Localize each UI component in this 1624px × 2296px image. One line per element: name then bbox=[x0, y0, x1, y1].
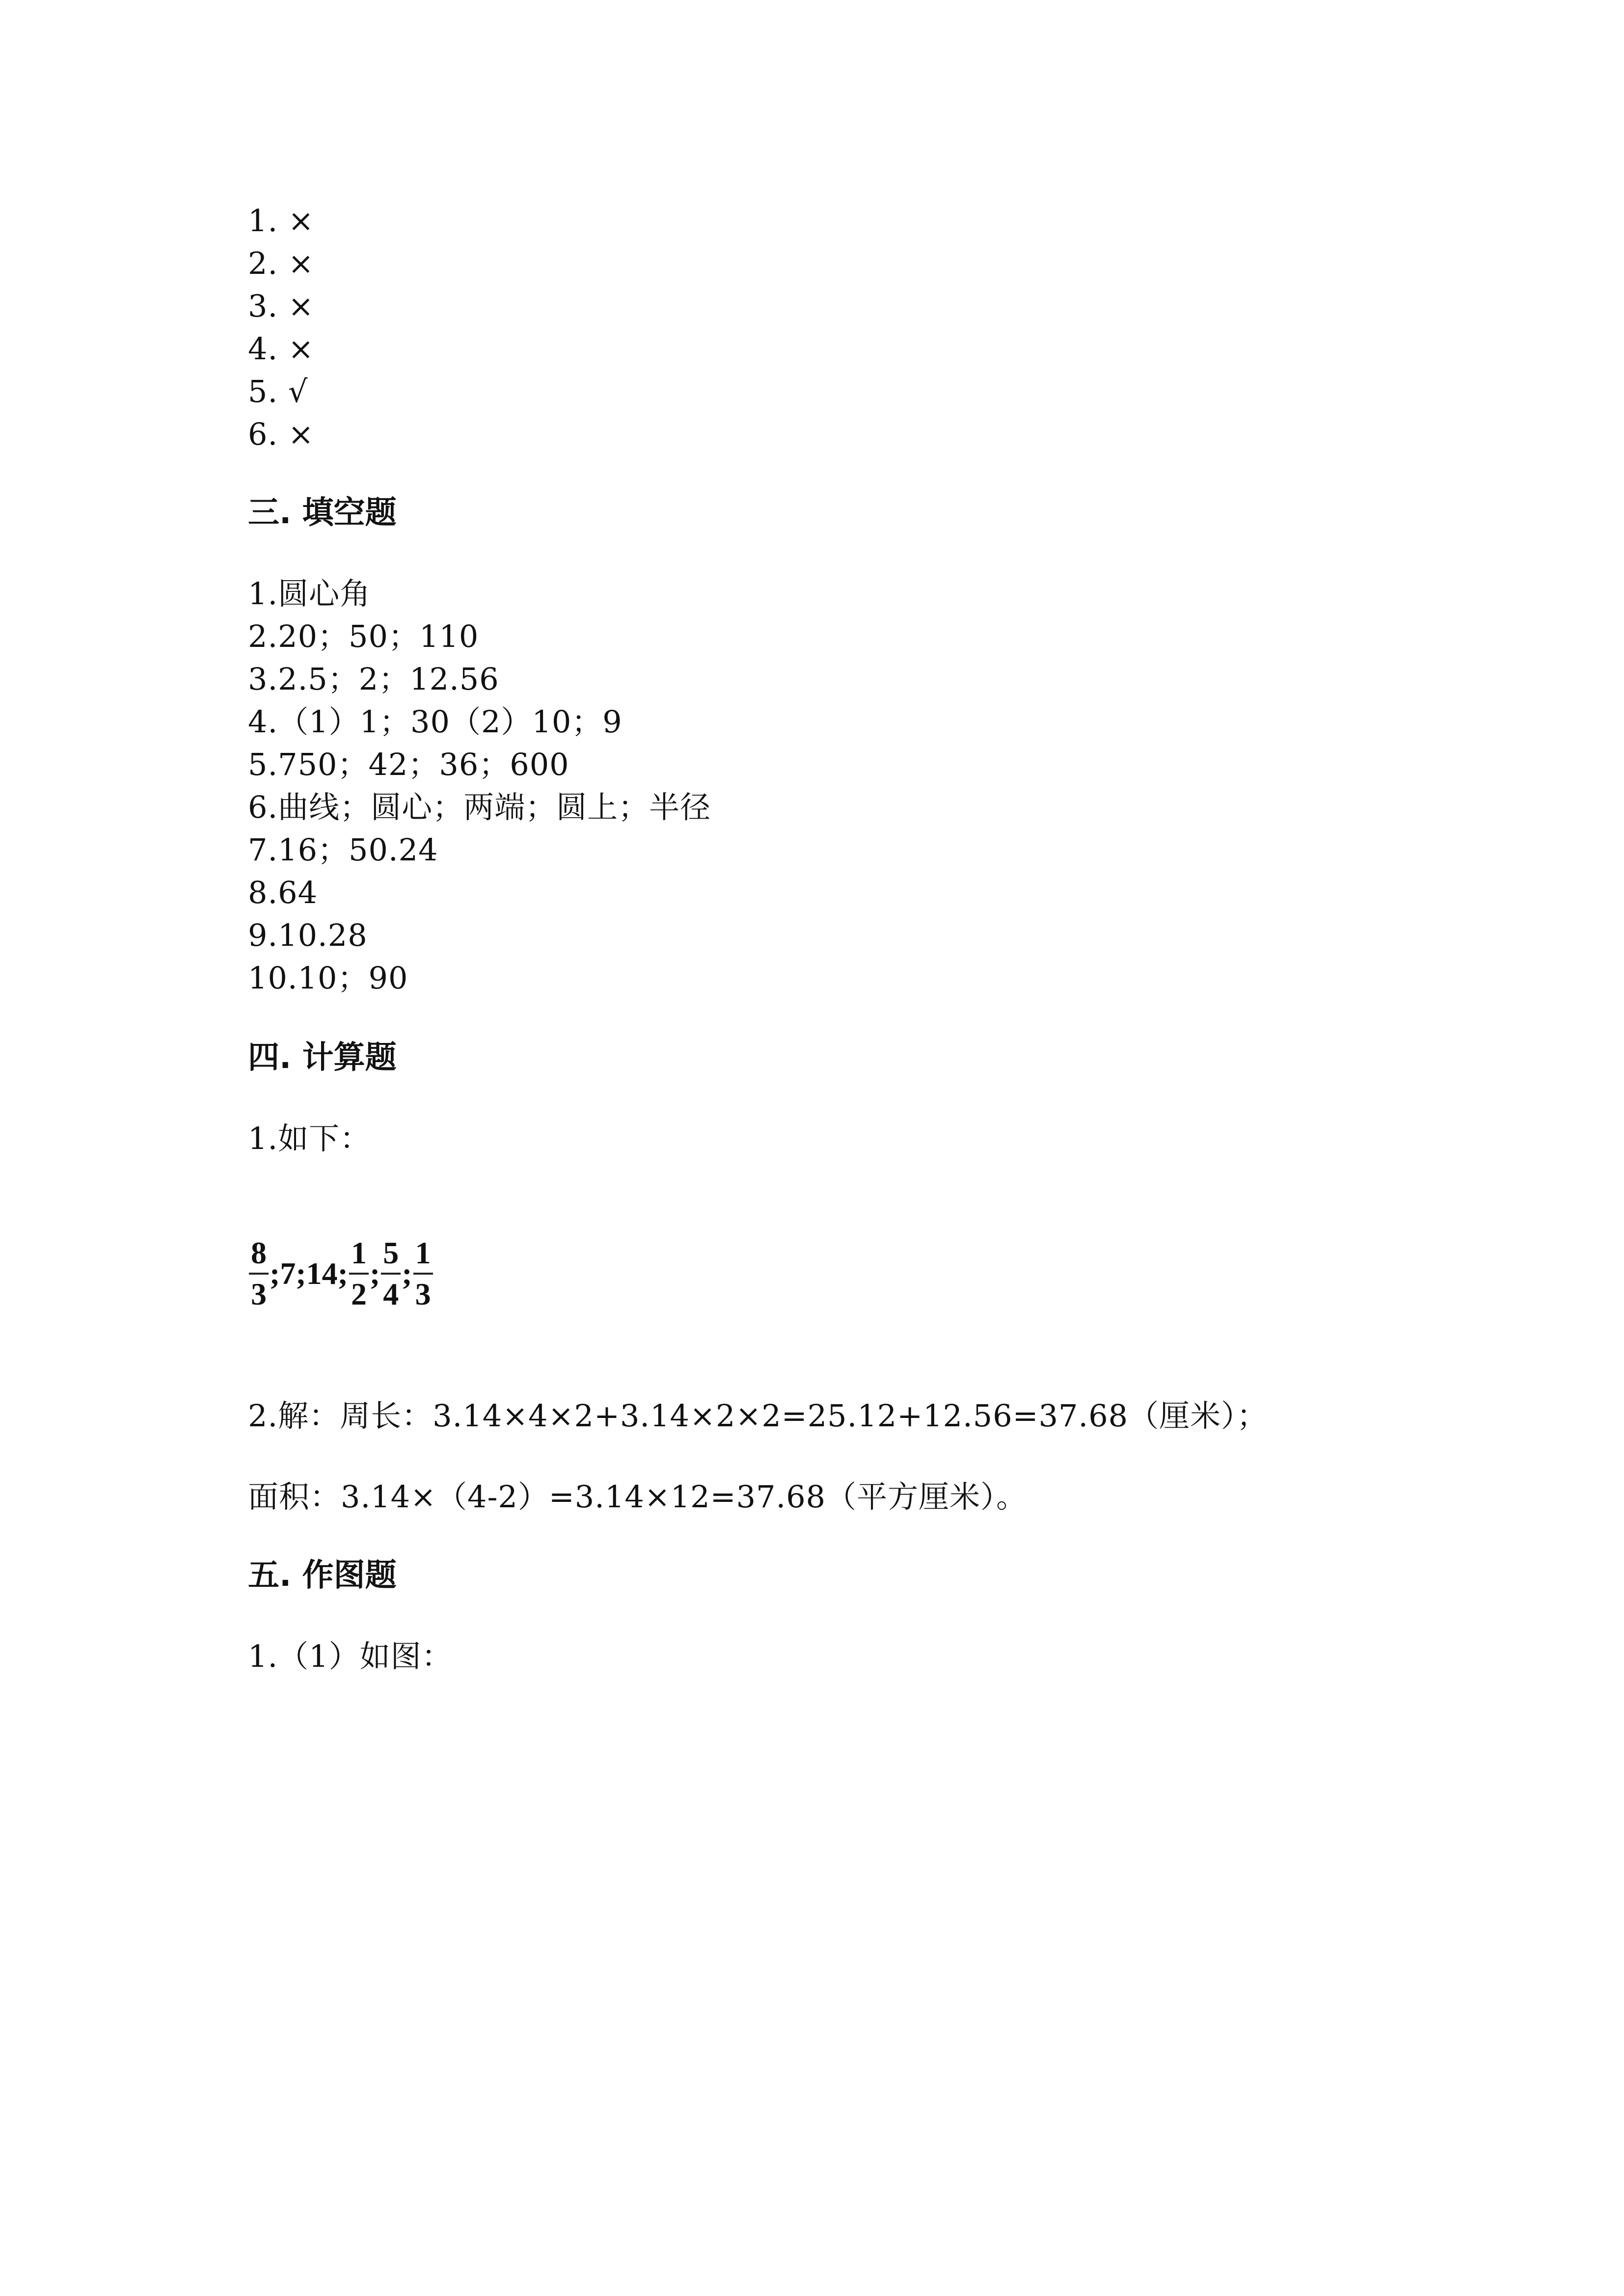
fraction-numerator: 8 bbox=[249, 1235, 269, 1275]
fraction bbox=[249, 1235, 269, 1312]
section-heading-fill-blank: 三. 填空题 bbox=[248, 495, 397, 531]
answer-line: 7.16；50.24 bbox=[248, 832, 438, 868]
question-label: 1.（1）如图： bbox=[248, 1638, 453, 1674]
answer-line: 8.64 bbox=[248, 875, 318, 910]
answer-line: 5.750；42；36；600 bbox=[248, 747, 569, 782]
fraction-numerator: 1 bbox=[413, 1235, 433, 1275]
fraction-denominator: 3 bbox=[251, 1277, 267, 1311]
section-heading-drawing: 五. 作图题 bbox=[248, 1557, 397, 1594]
separator: ; bbox=[369, 1256, 380, 1291]
separator: ; bbox=[402, 1256, 412, 1291]
fraction bbox=[381, 1235, 401, 1312]
answer-line: 6.曲线；圆心；两端；圆上；半径 bbox=[248, 789, 711, 825]
fraction bbox=[349, 1235, 369, 1312]
answer-line: 2.20；50；110 bbox=[248, 618, 479, 654]
answer-line: 6. × bbox=[248, 416, 314, 452]
solution-perimeter: 2.解：周长：3.14×4×2+3.14×2×2=25.12+12.56=37.68（厘米）； bbox=[248, 1398, 1268, 1434]
answer-line: 9.10.28 bbox=[248, 917, 368, 953]
fraction-denominator: 4 bbox=[383, 1277, 399, 1311]
fraction-answers bbox=[248, 1225, 434, 1323]
answer-line: 4.（1）1；30（2）10；9 bbox=[248, 704, 623, 740]
answer-line: 4. × bbox=[248, 331, 314, 367]
solution-area: 面积：3.14×（4-2）=3.14×12=37.68（平方厘米）。 bbox=[248, 1479, 1028, 1515]
fraction-denominator: 2 bbox=[351, 1277, 367, 1311]
answer-line: 3.2.5；2；12.56 bbox=[248, 661, 499, 697]
answer-line: 2. × bbox=[248, 245, 314, 281]
fraction bbox=[413, 1235, 433, 1312]
fraction-numerator: 5 bbox=[381, 1235, 401, 1275]
answer-line: 10.10；90 bbox=[248, 960, 408, 996]
answer-line: 5. √ bbox=[248, 374, 308, 409]
answer-line: 1.圆心角 bbox=[248, 576, 371, 612]
fraction-denominator: 3 bbox=[415, 1277, 431, 1311]
fraction-numerator: 1 bbox=[349, 1235, 369, 1275]
answer-line: 3. × bbox=[248, 288, 314, 324]
separator: ;7;14; bbox=[270, 1256, 348, 1291]
question-label: 1.如下： bbox=[248, 1121, 371, 1156]
section-heading-calculation: 四. 计算题 bbox=[248, 1040, 397, 1076]
answer-line: 1. × bbox=[248, 203, 314, 239]
